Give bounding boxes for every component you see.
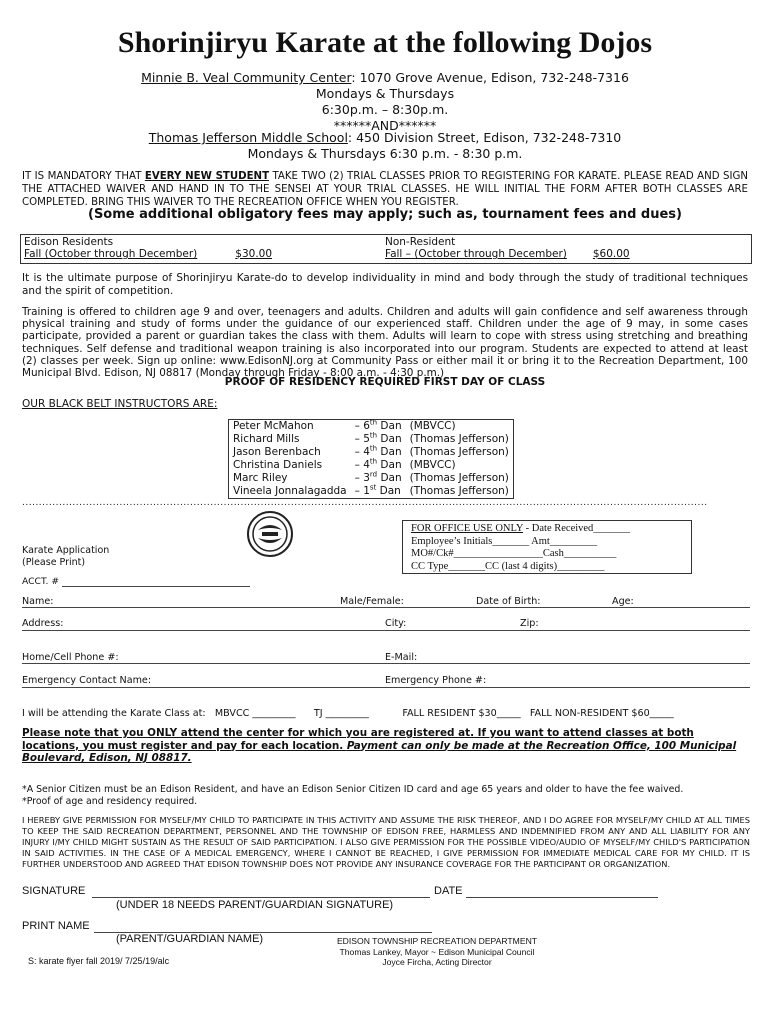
page-title: Shorinjiryu Karate at the following Dojos [117,26,653,59]
acct-field[interactable] [62,586,250,587]
mayor-line: Thomas Lankey, Mayor ~ Edison Municipal Council [339,946,535,957]
office-line4: CC Type_______CC (last 4 digits)_________ [411,560,605,572]
instructor-dan: Dan [377,472,402,484]
instructor-rank-suffix: th [369,418,378,427]
instructor-rank-suffix: th [369,457,378,466]
age-label: Age: [612,596,634,607]
res-label: Edison Residents [24,236,114,248]
instructor-dash: – 5 [354,433,370,445]
instructor-rank [351,485,406,498]
instructor-rank [351,446,406,459]
instructor-dash: – 1 [354,485,370,497]
signature-field[interactable] [92,897,430,898]
note-part1: Please note that you ONLY attend the center for which you are registered at. If you want to attend classes at both locations, you must register and pay for each location. [22,727,694,752]
date-field[interactable] [466,897,658,898]
instructor-dash: – 3 [354,472,370,484]
waiver-text: I HEREBY GIVE PERMISSION FOR MYSELF/MY CHILD TO PARTICIPATE IN THIS ACTIVITY AND ASSUME THE RISK THEREOF, AND I DO AGREE FOR MYSELF/MY CHILD AT ALL TIMES TO KEEP THE SAID RECREATION DEPARTMENT, PERSONNEL AND THE TOWNSHIP OF EDISON FREE, HARMLESS AND INDEMNIFIED FROM ANY AND ALL LIABILITY FOR ANY INJURY I/MY CHILD MIGHT SUSTAIN AS THE RESULT OF SAID PARTICIPATION. I ALSO GIVE PERMISSION FOR THE POSSIBLE VIDEO/AUDIO OF MYSELF/MY CHILD'S PARTICIPATION IN SAID ACTIVITIES. IN THE CASE OF A MEDICAL EMERGENCY, WHERE I CANNOT BE REACHED, I GIVE PERMISSION FOR IMMEDIATE MEDICAL CARE FOR MY CHILD. IT IS FURTHER UNDERSTOOD AND AGREED THAT EDISON TOWNSHIP DOES NOT PROVIDE ANY INSURANCE COVERAGE FOR THE PARTICIPANT OR ORGANIZATION. [22,815,750,869]
mandatory-post: TAKE TWO (2) TRIAL CLASSES PRIOR TO REGISTERING FOR KARATE. PLEASE READ AND SIGN THE ATTACHED WAIVER AND HAND IN TO THE SENSEI AT YOUR TRIAL CLASSES. HE WILL INITIAL THE FORM AFTER BOTH CLASSES ARE COMPLETED. BRING THIS WAIVER TO THE RECREATION OFFICE WHEN YOU REGISTER. [22,171,748,208]
dotted-separator: ............................................................................................................................................................................................................ [22,498,708,508]
instructor-dan: Dan [376,485,401,497]
city-label: City: [385,618,407,629]
application-title-block [22,545,109,569]
acct-label: ACCT. # [22,576,60,587]
senior-notes [22,784,750,808]
instructor-rank [351,420,406,433]
dojo2-address: : 450 Division Street, Edison, 732-248-7310 [347,130,622,145]
address-field[interactable] [22,630,750,631]
instructors-table [229,420,513,498]
instructor-row [229,485,513,498]
instructor-dash: – 4 [354,459,370,471]
dob-label: Date of Birth: [476,596,541,607]
dojo1-name: Minnie B. Veal Community Center [141,70,352,85]
file-reference: S: karate flyer fall 2019/ 7/25/19/alc [28,956,170,966]
separator: ******AND****** [333,118,437,133]
phone-field[interactable] [22,663,750,664]
res-period-line [24,248,364,260]
nonres-amount: $60.00 [592,248,630,260]
instructor-name: Vineela Jonnalagadda [233,485,347,497]
instructor-dojo: (MBVCC) [409,420,456,432]
office-date: - Date Received_______ [523,523,631,534]
instructor-rank [351,472,406,485]
parent-guardian-note: (PARENT/GUARDIAN NAME) [116,933,264,945]
office-use-box [402,520,692,574]
application-sub: (Please Print) [22,557,86,568]
dojo1-days: Mondays & Thursdays [315,86,455,101]
office-line3: MO#/Ck#_________________Cash__________ [411,548,617,559]
instructor-rank [351,459,406,472]
mandatory-notice [22,170,748,209]
instructor-name: Christina Daniels [233,459,323,471]
under18-note: (UNDER 18 NEEDS PARENT/GUARDIAN SIGNATURE) [116,899,394,911]
office-line1 [411,523,691,536]
location-note [22,727,750,765]
dojo2-name: Thomas Jefferson Middle School [148,130,348,145]
instructor-dash: – 4 [354,446,370,458]
instructor-name: Peter McMahon [233,420,314,432]
sex-label: Male/Female: [340,596,404,607]
training-text: Training is offered to children age 9 and over, teenagers and adults. Children and adults will gain confidence and self awareness through physical training and study of forms under the guidance of our experienced staff. Children under the age of 9 may, in some cases participate, provided a parent or guardian takes the class with them. Adults will learn to cope with stress using stretching and breathing techniques. Self defense and traditional weapon training is also incorporated into our program. Students are expected to attend at least (2) classes per week. Sign up online: www.EdisonNJ.org at Community Pass or either mail it or bring it to the Recreation Department, 100 Municipal Blvd. Edison, NJ 08817 (Monday through Friday - 8:00 a.m. - 4:30 p.m.) [22,306,748,380]
dojo2-line [0,130,770,146]
instructor-dojo: (Thomas Jefferson) [409,472,509,484]
zip-label: Zip: [520,618,539,629]
instructor-dash: – 6 [354,420,370,432]
instructor-name: Marc Riley [233,472,288,484]
signature-label: SIGNATURE [22,885,86,897]
dept-footer [310,936,564,968]
date-label: DATE [434,885,463,897]
dojo1-time: 6:30p.m. – 8:30p.m. [321,102,449,117]
director-line: Joyce Fircha, Acting Director [382,957,492,967]
emergency-field[interactable] [22,687,750,688]
mandatory-pre: IT IS MANDATORY THAT [22,171,145,182]
name-label: Name: [22,596,54,607]
instructor-dojo: (Thomas Jefferson) [409,446,509,458]
instructors-box [228,419,514,499]
dept-name: EDISON TOWNSHIP RECREATION DEPARTMENT [336,936,538,946]
dojo1-line [0,70,770,86]
phone-label: Home/Cell Phone #: [22,652,119,663]
print-name-label: PRINT NAME [22,920,90,932]
fees-note: (Some additional obligatory fees may apply; such as, tournament fees and dues) [88,207,682,222]
nonres-label: Non-Resident [385,236,456,248]
instructor-name: Jason Berenbach [233,446,321,458]
instructor-dan: Dan [377,446,402,458]
instructor-rank [351,433,406,446]
instructor-rank-suffix: rd [369,470,378,479]
res-period: Fall (October through December) [24,248,198,260]
senior-note1: *A Senior Citizen must be an Edison Resident, and have an Edison Senior Citizen ID card and age 65 years and older to have the fee waived. [22,784,684,795]
karate-logo-icon [246,510,294,558]
proof-residency: PROOF OF RESIDENCY REQUIRED FIRST DAY OF CLASS [224,376,546,388]
instructor-dan: Dan [377,420,402,432]
instructor-dojo: (Thomas Jefferson) [409,433,509,445]
office-line2: Employee’s Initials_______ Amt_________ [411,535,598,547]
dojo2-schedule: Mondays & Thursdays 6:30 p.m. - 8:30 p.m. [247,146,523,161]
instructor-rank-suffix: st [369,483,377,492]
instructors-heading: OUR BLACK BELT INSTRUCTORS ARE: [22,398,218,410]
instructor-dojo: (MBVCC) [409,459,456,471]
purpose-text: It is the ultimate purpose of Shorinjiryu Karate-do to develop individuality in mind and body through the study of traditional techniques and the spirit of competition. [22,272,748,297]
note-part2: Payment can only be made at the Recreation Office, 100 Municipal Boulevard, Edison, NJ 08817. [22,739,737,764]
application-title: Karate Application [22,545,110,556]
mandatory-emph: EVERY NEW STUDENT [144,171,270,182]
instructor-rank-suffix: th [369,431,378,440]
instructor-dan: Dan [377,459,402,471]
res-amount: $30.00 [235,248,273,260]
senior-note2: *Proof of age and residency required. [22,796,198,807]
instructor-name: Richard Mills [233,433,300,445]
nonres-period: Fall – (October through December) [385,248,567,260]
instructor-rank-suffix: th [369,444,378,453]
emergency-phone-label: Emergency Phone #: [385,675,487,686]
dojo1-address: : 1070 Grove Avenue, Edison, 732-248-7316 [351,70,629,85]
nonres-period-line [385,248,630,260]
address-label: Address: [22,618,64,629]
instructor-dojo: (Thomas Jefferson) [409,485,509,497]
emergency-contact-label: Emergency Contact Name: [22,675,152,686]
office-heading: FOR OFFICE USE ONLY [411,523,524,534]
attending-line: I will be attending the Karate Class at: MBVCC _________ TJ _________ FALL RESIDENT $30_____ FALL NON-RESIDENT $60_____ [22,708,674,719]
email-label: E-Mail: [385,652,418,663]
instructor-dan: Dan [377,433,402,445]
name-field[interactable] [22,607,750,608]
